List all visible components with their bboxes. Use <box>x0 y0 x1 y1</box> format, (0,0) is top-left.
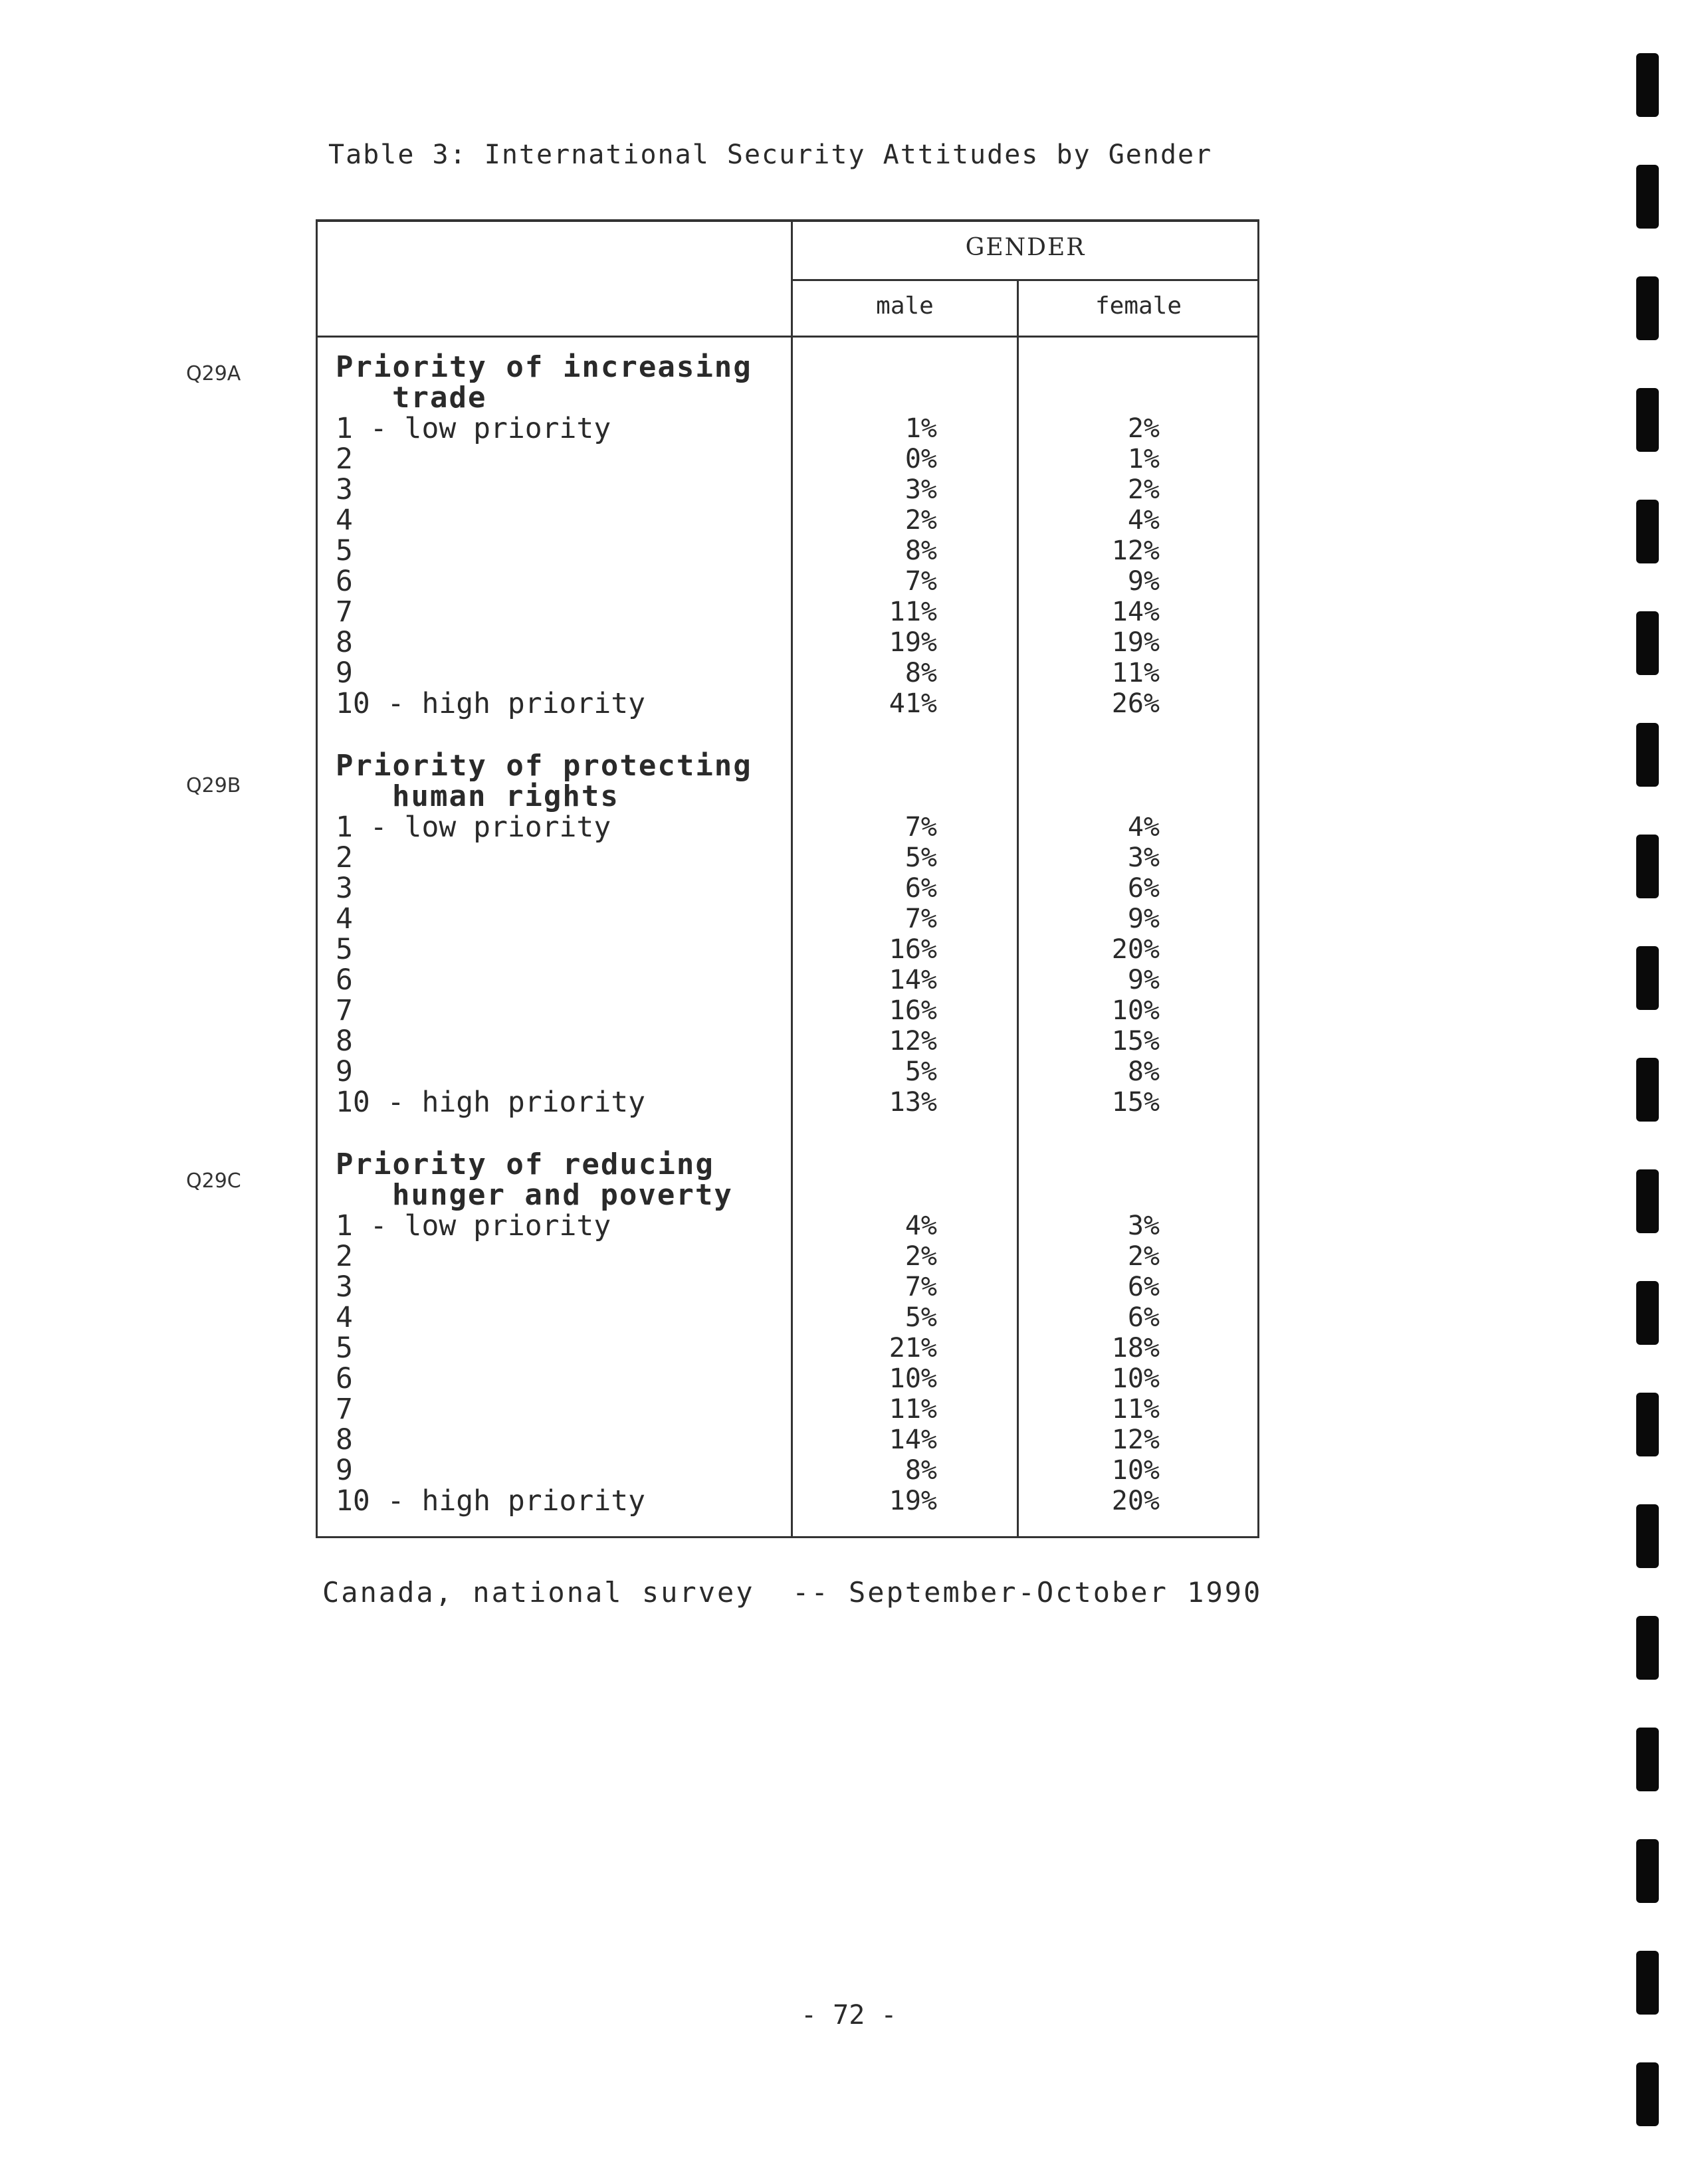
row-label: 1 - low priority <box>336 1209 611 1242</box>
male-value: 4% <box>904 1211 937 1241</box>
male-value: 14% <box>889 1425 937 1455</box>
female-value: 1% <box>1127 444 1160 474</box>
female-value: 12% <box>1111 1425 1160 1455</box>
male-value: 7% <box>904 566 937 597</box>
female-value: 2% <box>1127 1241 1160 1272</box>
male-value: 3% <box>904 474 937 505</box>
binding-hole <box>1636 1951 1659 2015</box>
binding-hole <box>1636 1504 1659 1568</box>
male-value: 41% <box>889 688 937 719</box>
row-label: 8 <box>336 1423 353 1456</box>
row-label: 5 <box>336 534 353 567</box>
row-label: 10 - high priority <box>336 1484 645 1518</box>
female-value: 10% <box>1111 995 1160 1026</box>
gender-header: GENDER <box>965 234 1086 261</box>
binding-hole <box>1636 388 1659 452</box>
female-value: 3% <box>1127 843 1160 873</box>
row-label: 9 <box>336 656 353 690</box>
row-label: 5 <box>336 1332 353 1365</box>
male-value: 11% <box>889 1394 937 1425</box>
section-title: Priority of reducing <box>336 1147 714 1181</box>
row-label: 2 <box>336 841 353 874</box>
female-value: 9% <box>1127 965 1160 995</box>
binding-hole <box>1636 1728 1659 1791</box>
page-number: - 72 - <box>801 2000 897 2031</box>
binding-hole <box>1636 165 1659 229</box>
row-label: 7 <box>336 1393 353 1426</box>
male-value: 16% <box>889 934 937 965</box>
male-value: 19% <box>889 627 937 658</box>
female-value: 6% <box>1127 873 1160 904</box>
binding-hole <box>1636 2062 1659 2126</box>
male-value: 5% <box>904 843 937 873</box>
male-value: 7% <box>904 904 937 934</box>
column-divider-gender <box>1017 279 1019 1538</box>
female-column-header: female <box>1095 292 1182 320</box>
row-label: 2 <box>336 443 353 476</box>
male-value: 13% <box>889 1087 937 1118</box>
male-value: 5% <box>904 1302 937 1333</box>
female-value: 20% <box>1111 934 1160 965</box>
male-value: 10% <box>889 1363 937 1394</box>
female-value: 11% <box>1111 1394 1160 1425</box>
row-label: 8 <box>336 1025 353 1058</box>
male-value: 16% <box>889 995 937 1026</box>
male-value: 11% <box>889 597 937 627</box>
section-title-continued: trade <box>392 381 487 415</box>
male-value: 1% <box>904 413 937 444</box>
binding-hole <box>1636 1839 1659 1903</box>
row-label: 7 <box>336 994 353 1027</box>
table-title: Table 3: International Security Attitudes by Gender <box>328 140 1213 170</box>
row-label: 10 - high priority <box>336 1086 645 1119</box>
section-title-continued: hunger and poverty <box>392 1178 733 1212</box>
section-title-continued: human rights <box>392 779 619 813</box>
female-value: 20% <box>1111 1486 1160 1516</box>
male-value: 8% <box>904 1455 937 1486</box>
male-value: 8% <box>904 536 937 566</box>
row-label: 9 <box>336 1454 353 1487</box>
male-column-header: male <box>876 292 934 320</box>
gender-header-rule <box>791 279 1259 281</box>
female-value: 12% <box>1111 536 1160 566</box>
female-value: 6% <box>1127 1302 1160 1333</box>
row-label: 6 <box>336 1362 353 1395</box>
male-value: 12% <box>889 1026 937 1056</box>
row-label: 6 <box>336 963 353 997</box>
row-label: 6 <box>336 565 353 598</box>
female-value: 6% <box>1127 1272 1160 1302</box>
subheader-rule <box>316 336 1259 338</box>
question-code: Q29B <box>186 774 241 797</box>
female-value: 8% <box>1127 1056 1160 1087</box>
row-label: 4 <box>336 504 353 537</box>
female-value: 2% <box>1127 413 1160 444</box>
female-value: 15% <box>1111 1087 1160 1118</box>
male-value: 2% <box>904 505 937 536</box>
row-label: 4 <box>336 1301 353 1334</box>
row-label: 9 <box>336 1055 353 1088</box>
binding-hole <box>1636 1169 1659 1233</box>
row-label: 1 - low priority <box>336 811 611 844</box>
female-value: 18% <box>1111 1333 1160 1363</box>
female-value: 11% <box>1111 658 1160 688</box>
section-title: Priority of protecting <box>336 749 752 783</box>
question-code: Q29C <box>186 1169 241 1193</box>
female-value: 19% <box>1111 627 1160 658</box>
row-label: 10 - high priority <box>336 687 645 720</box>
female-value: 10% <box>1111 1455 1160 1486</box>
column-divider-label <box>791 219 793 1538</box>
female-value: 10% <box>1111 1363 1160 1394</box>
binding-hole <box>1636 276 1659 340</box>
row-label: 2 <box>336 1240 353 1273</box>
row-label: 1 - low priority <box>336 412 611 445</box>
male-value: 7% <box>904 812 937 843</box>
male-value: 6% <box>904 873 937 904</box>
female-value: 4% <box>1127 812 1160 843</box>
female-value: 14% <box>1111 597 1160 627</box>
male-value: 5% <box>904 1056 937 1087</box>
binding-hole <box>1636 723 1659 787</box>
male-value: 7% <box>904 1272 937 1302</box>
female-value: 9% <box>1127 904 1160 934</box>
binding-hole <box>1636 1616 1659 1680</box>
binding-hole <box>1636 500 1659 563</box>
section-title: Priority of increasing <box>336 350 752 384</box>
male-value: 2% <box>904 1241 937 1272</box>
binding-hole <box>1636 946 1659 1010</box>
female-value: 26% <box>1111 688 1160 719</box>
female-value: 2% <box>1127 474 1160 505</box>
row-label: 4 <box>336 902 353 936</box>
binding-hole <box>1636 1281 1659 1345</box>
female-value: 3% <box>1127 1211 1160 1241</box>
female-value: 4% <box>1127 505 1160 536</box>
binding-hole <box>1636 1393 1659 1456</box>
binding-hole <box>1636 1058 1659 1122</box>
female-value: 15% <box>1111 1026 1160 1056</box>
binding-hole <box>1636 835 1659 898</box>
male-value: 0% <box>904 444 937 474</box>
source-note: Canada, national survey -- September-October 1990 <box>322 1576 1263 1609</box>
question-code: Q29A <box>186 362 241 385</box>
male-value: 21% <box>889 1333 937 1363</box>
row-label: 3 <box>336 1270 353 1304</box>
female-value: 9% <box>1127 566 1160 597</box>
male-value: 19% <box>889 1486 937 1516</box>
row-label: 8 <box>336 626 353 659</box>
row-label: 5 <box>336 933 353 966</box>
binding-hole <box>1636 53 1659 117</box>
row-label: 3 <box>336 473 353 506</box>
row-label: 3 <box>336 872 353 905</box>
male-value: 8% <box>904 658 937 688</box>
binding-hole <box>1636 611 1659 675</box>
row-label: 7 <box>336 595 353 629</box>
male-value: 14% <box>889 965 937 995</box>
